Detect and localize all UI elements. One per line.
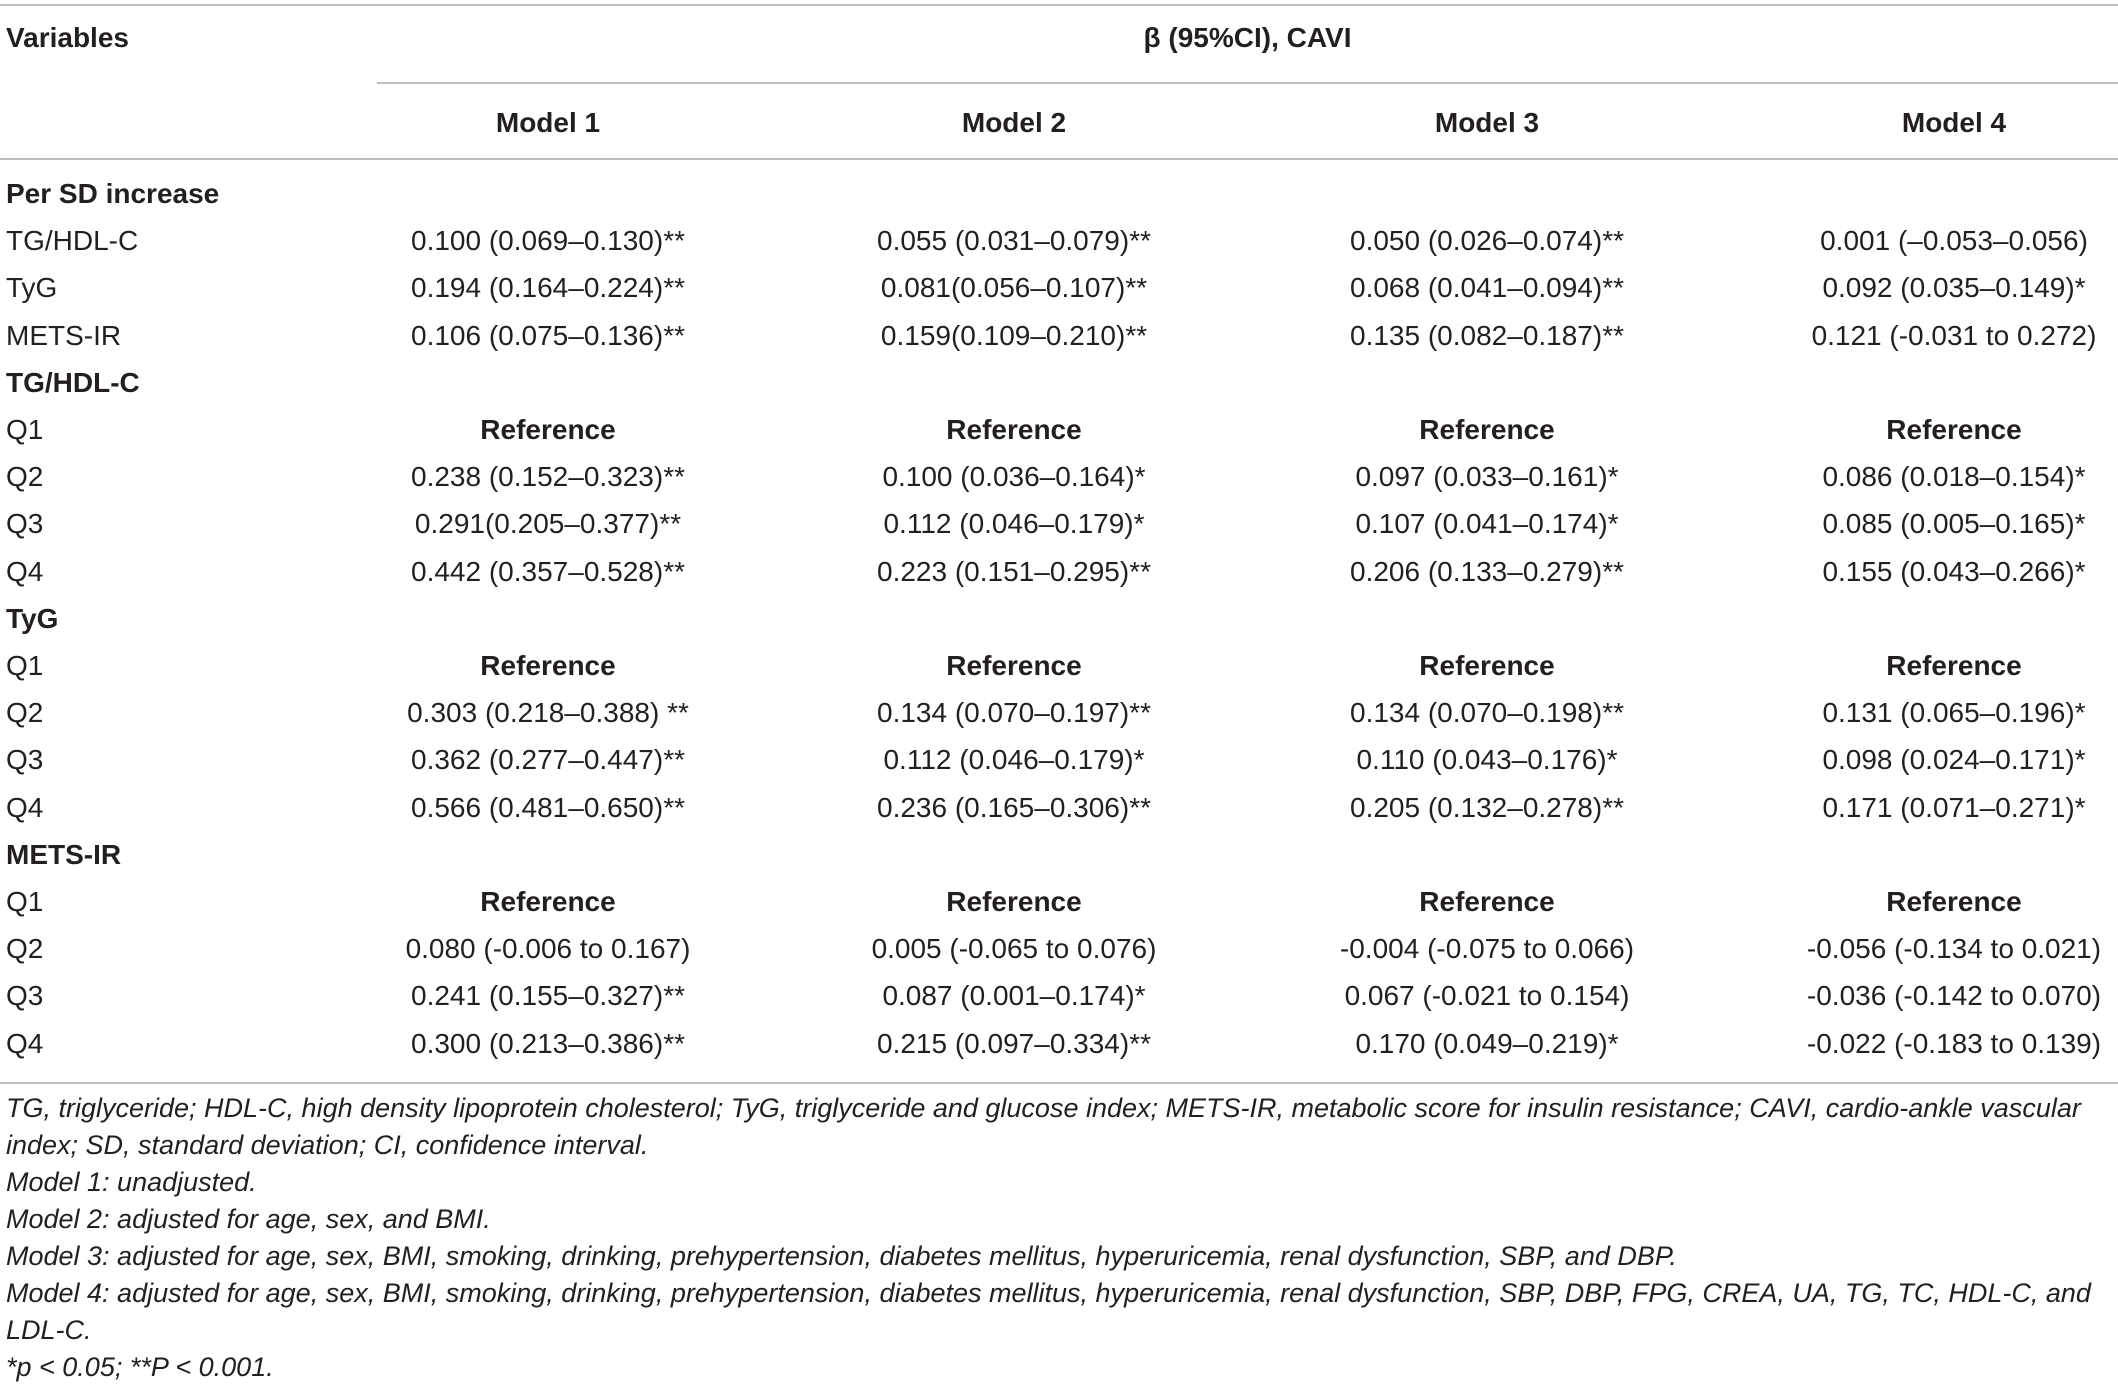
row-label: Q1 xyxy=(6,886,44,917)
header-variables: Variables xyxy=(6,22,129,53)
cell-model-1: 0.303 (0.218–0.388) ** xyxy=(407,697,689,729)
row-label: Q2 xyxy=(6,933,44,965)
row-label: Q3 xyxy=(6,508,44,540)
table-row xyxy=(0,784,2118,831)
cell-model-1: 0.241 (0.155–0.327)** xyxy=(411,980,685,1012)
table-row xyxy=(0,312,2118,359)
cell-model-2: 0.005 (-0.065 to 0.076) xyxy=(871,933,1157,965)
table-row xyxy=(0,878,2118,925)
cell-model-1: 0.100 (0.069–0.130)** xyxy=(411,225,685,257)
header-bottom-rule xyxy=(0,158,2118,160)
table-row xyxy=(0,689,2118,736)
row-label: Q1 xyxy=(6,414,44,445)
table-row xyxy=(0,972,2118,1019)
header-span-rule xyxy=(377,82,2118,84)
cell-model-2: 0.087 (0.001–0.174)* xyxy=(882,980,1146,1012)
cell-model-3: 0.097 (0.033–0.161)* xyxy=(1355,461,1619,493)
section-label: TG/HDL-C xyxy=(6,366,140,398)
row-label: Q4 xyxy=(6,791,44,823)
header-beta-ci-cavi: β (95%CI), CAVI xyxy=(1143,22,1352,53)
cell-model-4: -0.022 (-0.183 to 0.139) xyxy=(1806,1027,2102,1059)
cell-model-4: 0.001 (–0.053–0.056) xyxy=(1820,225,2088,257)
row-label: Q3 xyxy=(6,744,44,776)
bottom-rule xyxy=(0,1082,2118,1084)
cell-model-1: 0.291(0.205–0.377)** xyxy=(414,508,682,540)
row-label: Q2 xyxy=(6,697,44,729)
cell-model-1: 0.238 (0.152–0.323)** xyxy=(411,461,685,493)
cell-model-2: 0.081(0.056–0.107)** xyxy=(880,272,1148,304)
table-row xyxy=(0,264,2118,311)
cell-model-2: 0.223 (0.151–0.295)** xyxy=(877,555,1151,587)
table-row xyxy=(0,642,2118,689)
cell-model-4: 0.098 (0.024–0.171)* xyxy=(1822,744,2086,776)
table-row xyxy=(0,925,2118,972)
row-label: METS-IR xyxy=(6,319,122,351)
section-row xyxy=(0,359,2118,406)
cell-model-3: 0.206 (0.133–0.279)** xyxy=(1350,555,1624,587)
cell-model-2: 0.236 (0.165–0.306)** xyxy=(877,791,1151,823)
cell-model-4: 0.085 (0.005–0.165)* xyxy=(1822,508,2086,540)
cell-model-3: 0.107 (0.041–0.174)* xyxy=(1355,508,1619,540)
row-label: Q2 xyxy=(6,461,44,493)
top-rule xyxy=(0,4,2118,6)
cell-model-4: Reference xyxy=(1886,650,2022,681)
cell-model-1: Reference xyxy=(480,414,616,445)
cell-model-2: Reference xyxy=(946,650,1082,681)
cell-model-1: 0.362 (0.277–0.447)** xyxy=(411,744,685,776)
cell-model-4: 0.092 (0.035–0.149)* xyxy=(1822,272,2086,304)
cell-model-1: 0.194 (0.164–0.224)** xyxy=(411,272,685,304)
cell-model-3: Reference xyxy=(1419,650,1555,681)
section-row xyxy=(0,831,2118,878)
row-label: Q1 xyxy=(6,650,44,681)
section-label: METS-IR xyxy=(6,838,122,870)
cell-model-2: Reference xyxy=(946,886,1082,917)
row-label: Q4 xyxy=(6,1027,44,1059)
cell-model-2: 0.100 (0.036–0.164)* xyxy=(882,461,1146,493)
footnote-model-4: Model 4: adjusted for age, sex, BMI, smoking, drinking, prehypertension, diabetes mellitus, hyperuricemia, renal dysfunction, SBP, DBP, FPG, CREA, UA, TG, TC, HDL-C, and LDL-C. xyxy=(6,1278,2091,1345)
header-model-4: Model 4 xyxy=(1901,107,2007,138)
cell-model-4: 0.155 (0.043–0.266)* xyxy=(1822,555,2086,587)
cell-model-4: Reference xyxy=(1886,414,2022,445)
cell-model-4: -0.056 (-0.134 to 0.021) xyxy=(1806,933,2102,965)
table-footnotes xyxy=(6,1090,2112,1386)
cell-model-2: 0.215 (0.097–0.334)** xyxy=(877,1027,1151,1059)
cell-model-3: 0.170 (0.049–0.219)* xyxy=(1355,1027,1619,1059)
cell-model-2: 0.112 (0.046–0.179)* xyxy=(883,508,1145,540)
cell-model-4: 0.086 (0.018–0.154)* xyxy=(1822,461,2086,493)
section-row xyxy=(0,170,2118,217)
section-label: Per SD increase xyxy=(6,178,220,209)
cell-model-3: 0.068 (0.041–0.094)** xyxy=(1350,272,1624,304)
cell-model-3: 0.135 (0.082–0.187)** xyxy=(1350,319,1624,351)
footnote-model-1: Model 1: unadjusted. xyxy=(6,1167,257,1197)
cell-model-3: 0.110 (0.043–0.176)* xyxy=(1356,744,1618,776)
table-row xyxy=(0,500,2118,547)
row-label: Q4 xyxy=(6,555,44,587)
header-model-2: Model 2 xyxy=(961,107,1067,138)
cell-model-3: Reference xyxy=(1419,886,1555,917)
cell-model-1: Reference xyxy=(480,650,616,681)
section-label: TyG xyxy=(6,602,59,634)
row-label: Q3 xyxy=(6,980,44,1012)
cell-model-4: 0.131 (0.065–0.196)* xyxy=(1822,697,2086,729)
table-row xyxy=(0,736,2118,783)
cell-model-1: 0.442 (0.357–0.528)** xyxy=(411,555,685,587)
footnote-model-3: Model 3: adjusted for age, sex, BMI, smoking, drinking, prehypertension, diabetes mellitus, hyperuricemia, renal dysfunction, SBP, and DBP. xyxy=(6,1241,1677,1271)
section-row xyxy=(0,595,2118,642)
cell-model-3: Reference xyxy=(1419,414,1555,445)
table-row xyxy=(0,406,2118,453)
cell-model-1: 0.080 (-0.006 to 0.167) xyxy=(405,933,691,965)
cell-model-4: Reference xyxy=(1886,886,2022,917)
row-label: TG/HDL-C xyxy=(6,225,139,257)
cell-model-2: Reference xyxy=(946,414,1082,445)
cell-model-4: 0.171 (0.071–0.271)* xyxy=(1822,791,2086,823)
cell-model-2: 0.055 (0.031–0.079)** xyxy=(877,225,1151,257)
table-row xyxy=(0,217,2118,264)
cell-model-3: 0.134 (0.070–0.198)** xyxy=(1350,697,1624,729)
cell-model-1: 0.106 (0.075–0.136)** xyxy=(411,319,685,351)
table-row xyxy=(0,548,2118,595)
footnote-abbreviations: TG, triglyceride; HDL-C, high density lipoprotein cholesterol; TyG, triglyceride and glucose index; METS-IR, metabolic score for insulin resistance; CAVI, cardio-ankle vascular index; SD, standard deviation; CI, confidence interval. xyxy=(6,1093,2081,1160)
cell-model-3: 0.050 (0.026–0.074)** xyxy=(1350,225,1624,257)
cell-model-1: 0.300 (0.213–0.386)** xyxy=(411,1027,685,1059)
header-model-3: Model 3 xyxy=(1434,107,1540,138)
cell-model-4: -0.036 (-0.142 to 0.070) xyxy=(1806,980,2102,1012)
cell-model-1: Reference xyxy=(480,886,616,917)
cell-model-3: -0.004 (-0.075 to 0.066) xyxy=(1339,933,1635,965)
footnote-significance: *p < 0.05; **P < 0.001. xyxy=(6,1352,274,1382)
cell-model-2: 0.134 (0.070–0.197)** xyxy=(877,697,1151,729)
cell-model-2: 0.112 (0.046–0.179)* xyxy=(883,744,1145,776)
table-row xyxy=(0,1020,2118,1067)
row-label: TyG xyxy=(6,272,58,304)
cell-model-3: 0.067 (-0.021 to 0.154) xyxy=(1344,980,1630,1012)
footnote-model-2: Model 2: adjusted for age, sex, and BMI. xyxy=(6,1204,491,1234)
cell-model-3: 0.205 (0.132–0.278)** xyxy=(1350,791,1624,823)
header-model-1: Model 1 xyxy=(495,107,601,138)
table-row xyxy=(0,453,2118,500)
cell-model-2: 0.159(0.109–0.210)** xyxy=(880,319,1148,351)
cell-model-1: 0.566 (0.481–0.650)** xyxy=(411,791,685,823)
cell-model-4: 0.121 (-0.031 to 0.272) xyxy=(1811,319,2097,351)
